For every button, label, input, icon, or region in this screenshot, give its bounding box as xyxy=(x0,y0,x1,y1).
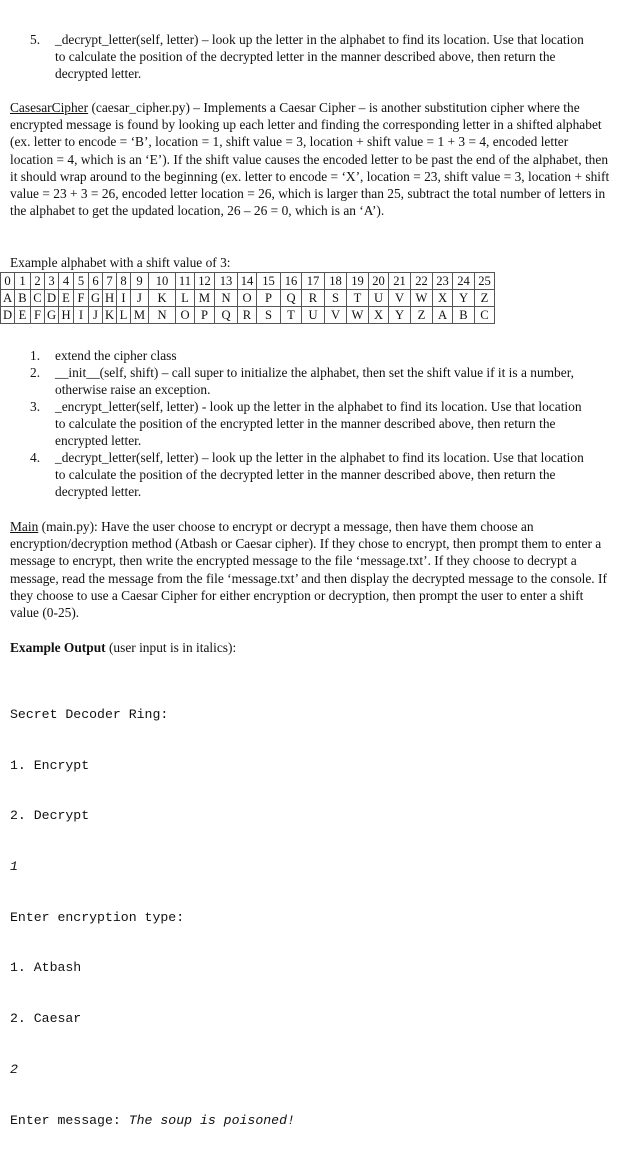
console-line: Enter encryption type: xyxy=(10,909,185,925)
console-user-input: 1 xyxy=(10,858,18,874)
index-cell: 11 xyxy=(176,273,195,290)
console-line: 1. Atbash xyxy=(10,960,82,976)
plain-letter-cell: V xyxy=(389,290,411,307)
plain-letter-cell: H xyxy=(103,290,117,307)
list-number: 4. xyxy=(30,450,41,465)
plain-letter-cell: T xyxy=(347,290,369,307)
index-cell: 7 xyxy=(103,273,117,290)
index-cell: 5 xyxy=(74,273,89,290)
shifted-letter-cell: D xyxy=(1,307,15,324)
index-cell: 1 xyxy=(15,273,31,290)
plain-letter-cell: O xyxy=(238,290,257,307)
plain-letter-cell: E xyxy=(59,290,74,307)
index-cell: 16 xyxy=(281,273,302,290)
shifted-letter-cell: G xyxy=(45,307,59,324)
shifted-letter-cell: S xyxy=(257,307,281,324)
index-cell: 25 xyxy=(475,273,495,290)
list-number: 1. xyxy=(30,348,41,363)
caesar-cipher-heading: CasesarCipher xyxy=(10,100,89,115)
shifted-letter-cell: J xyxy=(89,307,103,324)
caesar-method-list xyxy=(30,347,590,500)
shifted-letter-cell: N xyxy=(149,307,176,324)
console-line: 1. Encrypt xyxy=(10,757,90,773)
shifted-letter-cell: P xyxy=(195,307,215,324)
index-cell: 21 xyxy=(389,273,411,290)
shifted-letter-cell: Q xyxy=(215,307,238,324)
index-cell: 2 xyxy=(31,273,45,290)
index-cell: 14 xyxy=(238,273,257,290)
main-description: (main.py): Have the user choose to encrypt or decrypt a message, then have them choose an encryption/decryption method (Atbash or Caesar cipher). If they chose to encrypt, then prompt them to enter a message to encrypt, then write the encrypted message to the file ‘message.txt’. If they choose to decrypt a message, read the message from the file ‘message.txt’ and then display the decrypted message to the console. If they choose to use a Caesar Cipher for either encryption or decryption, then prompt the user to enter a shift value (0-25). xyxy=(10,519,607,621)
plain-alphabet-row xyxy=(1,290,495,307)
shifted-letter-cell: T xyxy=(281,307,302,324)
index-cell: 17 xyxy=(302,273,325,290)
example-alphabet-label: Example alphabet with a shift value of 3: xyxy=(10,255,231,270)
plain-letter-cell: U xyxy=(369,290,389,307)
index-cell: 12 xyxy=(195,273,215,290)
list-number: 2. xyxy=(30,365,41,380)
shifted-alphabet-row xyxy=(1,307,495,324)
console-line: 2. Decrypt xyxy=(10,808,90,824)
plain-letter-cell: N xyxy=(215,290,238,307)
list-item xyxy=(30,31,590,82)
list-item xyxy=(30,398,590,449)
index-cell: 23 xyxy=(433,273,453,290)
shifted-letter-cell: K xyxy=(103,307,117,324)
plain-letter-cell: D xyxy=(45,290,59,307)
shifted-letter-cell: Y xyxy=(389,307,411,324)
shifted-letter-cell: A xyxy=(433,307,453,324)
example-output-note: (user input is in italics): xyxy=(105,640,237,655)
plain-letter-cell: F xyxy=(74,290,89,307)
list-number: 5. xyxy=(30,32,41,47)
shifted-letter-cell: H xyxy=(59,307,74,324)
console-prompt: Enter message: xyxy=(10,1112,129,1128)
index-cell: 22 xyxy=(411,273,433,290)
plain-letter-cell: Y xyxy=(453,290,475,307)
shifted-letter-cell: V xyxy=(325,307,347,324)
plain-letter-cell: S xyxy=(325,290,347,307)
plain-letter-cell: A xyxy=(1,290,15,307)
plain-letter-cell: P xyxy=(257,290,281,307)
main-paragraph xyxy=(10,518,610,621)
shifted-letter-cell: E xyxy=(15,307,31,324)
index-cell: 24 xyxy=(453,273,475,290)
console-user-input: The soup is poisoned! xyxy=(128,1112,295,1128)
shifted-letter-cell: W xyxy=(347,307,369,324)
plain-letter-cell: M xyxy=(195,290,215,307)
list-item xyxy=(30,449,590,500)
plain-letter-cell: G xyxy=(89,290,103,307)
list-text: __init__(self, shift) – call super to initialize the alphabet, then set the shift value if it is a number, otherwise raise an exception. xyxy=(55,365,574,397)
list-number: 3. xyxy=(30,399,41,414)
console-line xyxy=(10,1113,295,1130)
index-cell: 8 xyxy=(117,273,131,290)
shifted-letter-cell: L xyxy=(117,307,131,324)
plain-letter-cell: J xyxy=(131,290,149,307)
plain-letter-cell: C xyxy=(31,290,45,307)
plain-letter-cell: W xyxy=(411,290,433,307)
console-line: 2. Caesar xyxy=(10,1011,82,1027)
index-cell: 4 xyxy=(59,273,74,290)
console-output xyxy=(10,673,295,1163)
index-cell: 0 xyxy=(1,273,15,290)
plain-letter-cell: Z xyxy=(475,290,495,307)
plain-letter-cell: K xyxy=(149,290,176,307)
plain-letter-cell: Q xyxy=(281,290,302,307)
console-line: Secret Decoder Ring: xyxy=(10,706,169,722)
shifted-letter-cell: F xyxy=(31,307,45,324)
shifted-letter-cell: X xyxy=(369,307,389,324)
index-cell: 6 xyxy=(89,273,103,290)
shifted-letter-cell: U xyxy=(302,307,325,324)
index-row xyxy=(1,273,495,290)
index-cell: 18 xyxy=(325,273,347,290)
list-item xyxy=(30,347,590,364)
decrypt-method-list xyxy=(30,31,590,82)
shifted-letter-cell: R xyxy=(238,307,257,324)
plain-letter-cell: X xyxy=(433,290,453,307)
index-cell: 19 xyxy=(347,273,369,290)
main-heading: Main xyxy=(10,519,39,534)
shifted-letter-cell: M xyxy=(131,307,149,324)
index-cell: 15 xyxy=(257,273,281,290)
index-cell: 20 xyxy=(369,273,389,290)
shifted-letter-cell: Z xyxy=(411,307,433,324)
shifted-letter-cell: O xyxy=(176,307,195,324)
example-output-label xyxy=(10,639,610,656)
list-text: extend the cipher class xyxy=(55,348,177,363)
shifted-letter-cell: C xyxy=(475,307,495,324)
list-item xyxy=(30,364,590,398)
list-text: _encrypt_letter(self, letter) - look up the letter in the alphabet to find its location. Use that location to calculate the position of the encrypted letter in the manner described above, then return the encrypted letter. xyxy=(55,399,582,448)
shifted-letter-cell: B xyxy=(453,307,475,324)
shifted-letter-cell: I xyxy=(74,307,89,324)
plain-letter-cell: R xyxy=(302,290,325,307)
index-cell: 3 xyxy=(45,273,59,290)
caesar-cipher-description: (caesar_cipher.py) – Implements a Caesar Cipher – is another substitution cipher where the encrypted message is found by looking up each letter and finding the corresponding letter in a shifted alphabet (ex. letter to encode = ‘B’, location = 1, shift value = 3, location + shift value = 1 + 3 = 4, encoded letter location = 4, which is an ‘E’). If the shift value causes the encoded letter to be past the end of the alphabet, then it should wrap around to the beginning (ex. letter to encode = ‘X’, location = 23, shift value = 3, location + shift value = 23 + 3 = 26, encoded letter location = 26, which is larger than 25, subtract the total number of letters in the alphabet to get the updated location, 26 – 26 = 0, which is an ‘A’). xyxy=(10,100,610,219)
index-cell: 13 xyxy=(215,273,238,290)
shift-alphabet-table xyxy=(0,272,495,324)
index-cell: 10 xyxy=(149,273,176,290)
plain-letter-cell: I xyxy=(117,290,131,307)
caesar-cipher-paragraph xyxy=(10,99,610,219)
list-text: _decrypt_letter(self, letter) – look up the letter in the alphabet to find its location. Use that location to calculate the position of the decrypted letter in the manner described above, then return the decrypted letter. xyxy=(55,32,584,81)
plain-letter-cell: L xyxy=(176,290,195,307)
console-user-input: 2 xyxy=(10,1061,18,1077)
example-output-heading: Example Output xyxy=(10,640,106,655)
index-cell: 9 xyxy=(131,273,149,290)
plain-letter-cell: B xyxy=(15,290,31,307)
list-text: _decrypt_letter(self, letter) – look up the letter in the alphabet to find its location. Use that location to calculate the position of the decrypted letter in the manner described above, then return the decrypted letter. xyxy=(55,450,584,499)
